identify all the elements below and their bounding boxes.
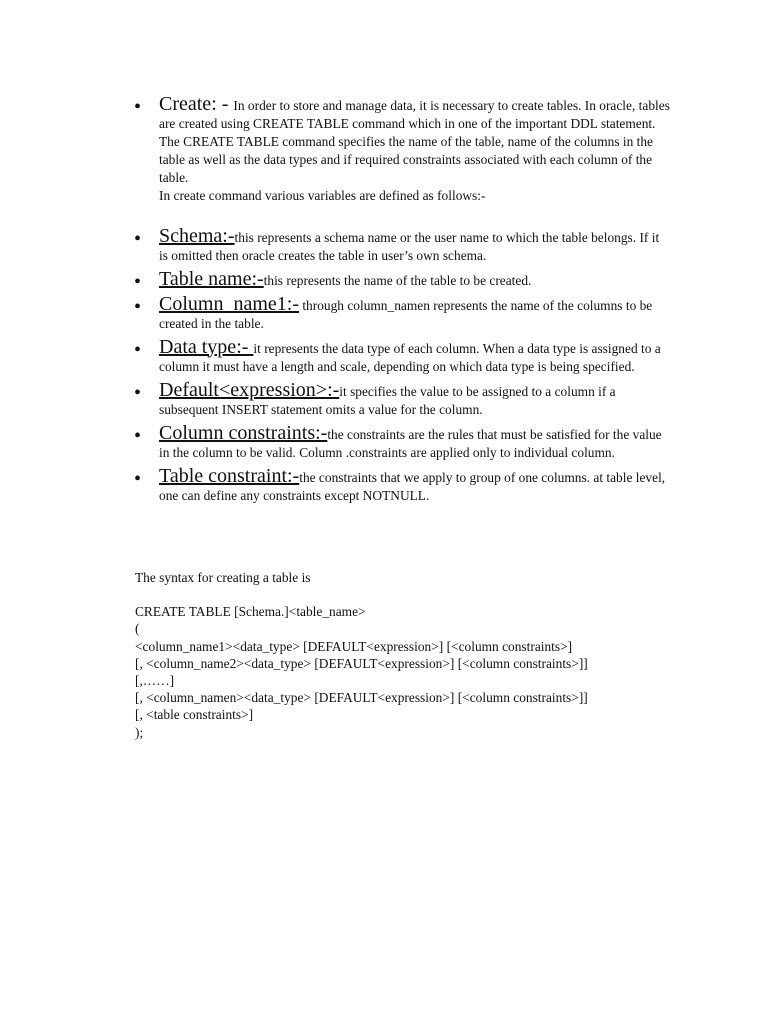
list-item-column-constraints xyxy=(131,422,671,462)
bullet-icon: • xyxy=(134,467,142,490)
bullet-icon: • xyxy=(134,424,142,447)
bullet-icon: • xyxy=(134,270,142,293)
term-default: Default<expression>:- xyxy=(159,378,340,401)
bullet-icon: • xyxy=(134,295,142,318)
desc-create: In order to store and manage data, it is necessary to create tables. In oracle, tables are created using CREATE TABLE command which in one of the important DDL statement. The CREATE TABLE command specifies the name of the table, name of the columns in the table as well as the data types and if required constraints associated with each column of the table. xyxy=(159,98,670,185)
syntax-line: CREATE TABLE [Schema.]<table_name> xyxy=(135,604,366,620)
note-create: In create command various variables are defined as follows:- xyxy=(159,188,486,203)
syntax-line: [, <column_namen><data_type> [DEFAULT<expression>] [<column constraints>]] xyxy=(135,690,588,706)
bullet-icon: • xyxy=(134,96,142,118)
bullet-icon: • xyxy=(134,338,142,361)
desc-data-type: it represents the data type of each column. When a data type is assigned to a column it must have a length and scale, depending on which data type is being specified. xyxy=(159,340,661,374)
term-column-constraints: Column constraints:- xyxy=(159,421,328,444)
syntax-line: [, <table constraints>] xyxy=(135,707,254,723)
term-schema: Schema:- xyxy=(159,224,235,247)
list-item-column-name xyxy=(131,293,671,333)
desc-default: it specifies the value to be assigned to a column if a subsequent INSERT statement omits a value for the column. xyxy=(159,383,616,417)
bullet-icon: • xyxy=(134,227,142,250)
desc-column-constraints: the constraints are the rules that must be satisfied for the value in the column to be valid. Column .constraints are applied only to individual column. xyxy=(159,426,662,460)
term-data-type: Data type:- xyxy=(159,335,254,358)
syntax-line: <column_name1><data_type> [DEFAULT<expression>] [<column constraints>] xyxy=(135,638,573,654)
syntax-line: ); xyxy=(135,724,144,740)
syntax-line: [, <column_name2><data_type> [DEFAULT<expression>] [<column constraints>]] xyxy=(135,655,588,671)
list-item-table-name xyxy=(131,267,671,293)
list-item-create xyxy=(131,93,671,205)
syntax-line: ( xyxy=(135,621,140,637)
syntax-line: [,……] xyxy=(135,673,175,689)
bullet-icon: • xyxy=(134,381,142,404)
desc-column-name: through column_namen represents the name of the columns to be created in the table. xyxy=(159,297,653,331)
definition-list xyxy=(131,93,671,505)
syntax-intro: The syntax for creating a table is xyxy=(135,570,311,585)
list-item-schema xyxy=(131,225,671,265)
list-item-data-type xyxy=(131,336,671,376)
term-column-name: Column_name1:- xyxy=(159,292,299,315)
desc-table-name: this represents the name of the table to be created. xyxy=(263,272,532,288)
desc-schema: this represents a schema name or the user name to which the table belongs. If it is omitted then oracle creates the table in user’s own schema. xyxy=(159,229,660,263)
list-item-default xyxy=(131,379,671,419)
list-item-table-constraint xyxy=(131,465,671,505)
term-table-constraint: Table constraint:- xyxy=(159,464,300,487)
desc-table-constraint: the constraints that we apply to group of one columns. at table level, one can define any constraints except NOTNULL. xyxy=(159,469,666,503)
syntax-block xyxy=(135,569,695,741)
term-table-name: Table name:- xyxy=(159,267,264,290)
term-create: Create: - xyxy=(159,93,234,115)
